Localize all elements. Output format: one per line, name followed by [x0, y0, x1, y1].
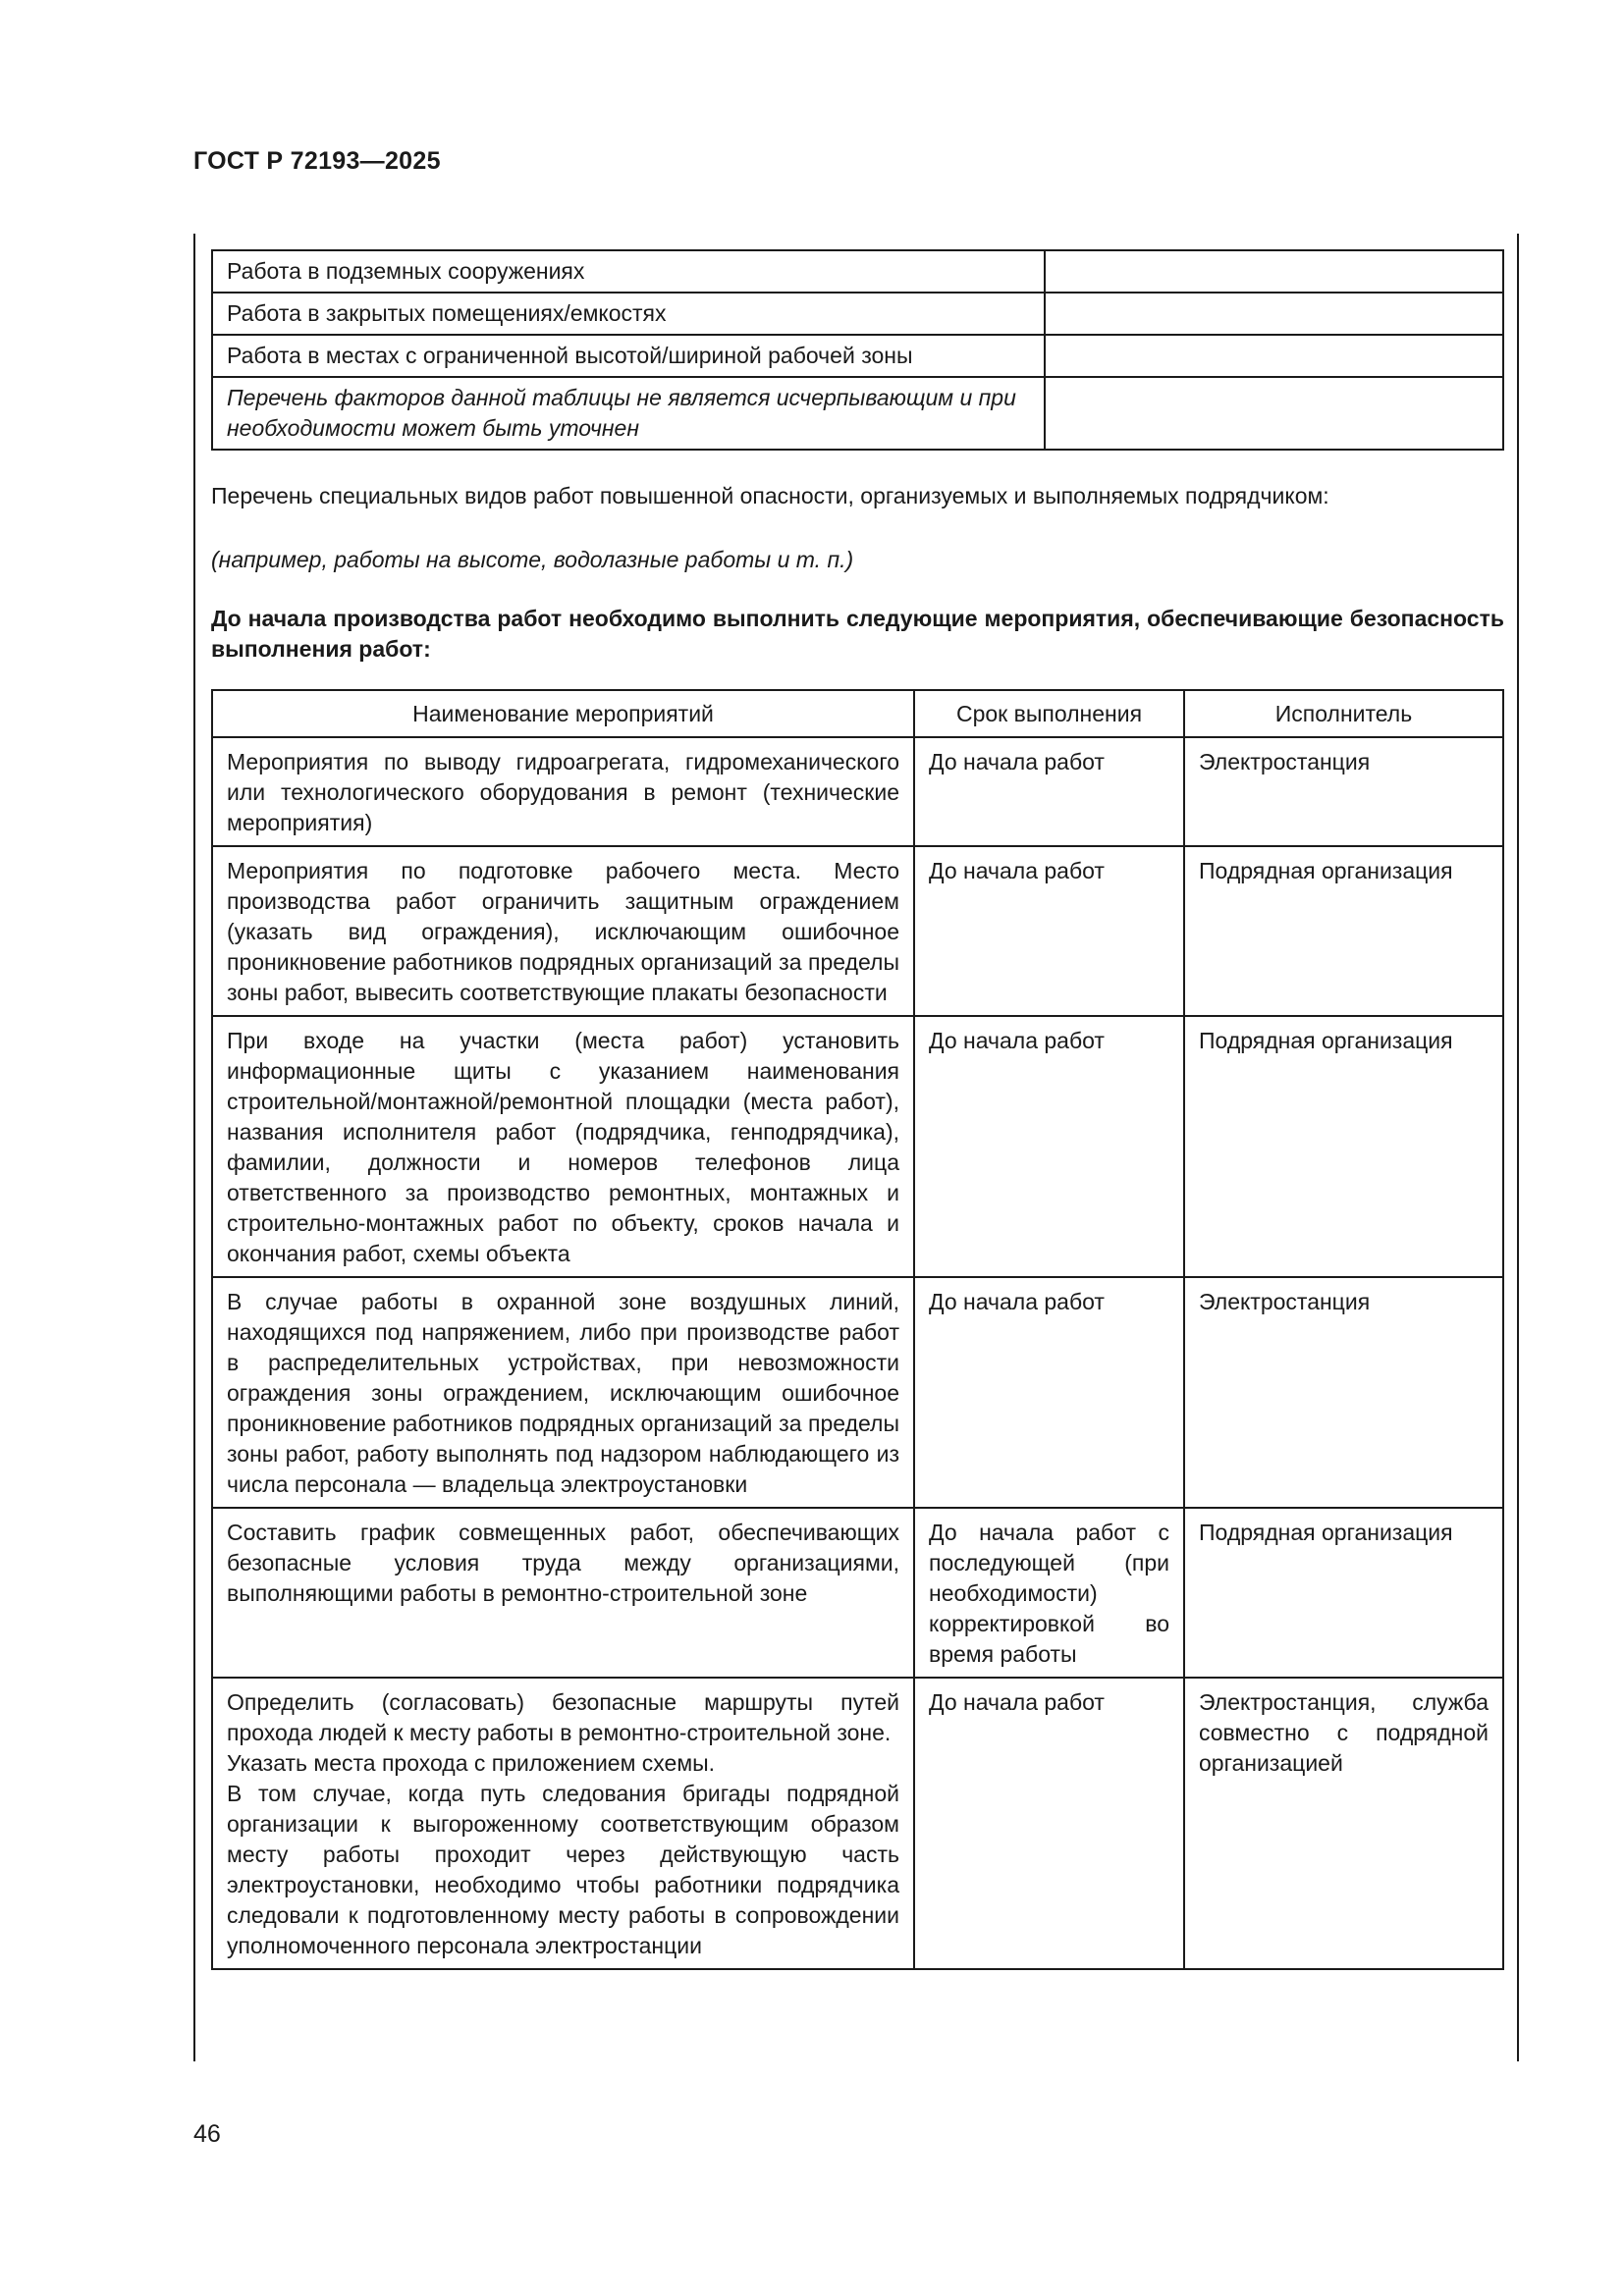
- factor-value-cell: [1045, 335, 1503, 377]
- measure-executor-cell: Подрядная организация: [1184, 1508, 1503, 1678]
- measure-name-cell: Мероприятия по подготовке рабочего места. Место производства работ ограничить защитным ограждением (указать вид ограждения), исключающим ошибочное проникновение работников подрядных организаций за пределы зоны работ, вывесить соответствующие плакаты безопасности: [212, 846, 914, 1016]
- table-row: [212, 250, 1503, 293]
- measure-name-cell: Мероприятия по выводу гидроагрегата, гидромеханического или технологического оборудования в ремонт (технические мероприятия): [212, 737, 914, 846]
- measure-name-cell: Составить график совмещенных работ, обеспечивающих безопасные условия труда между организациями, выполняющими работы в ремонтно-строительной зоне: [212, 1508, 914, 1678]
- page-frame-left-rule: [193, 234, 195, 2061]
- table-row: [212, 293, 1503, 335]
- table-row: [212, 737, 1503, 846]
- table-row: [212, 335, 1503, 377]
- column-header-term: Срок выполнения: [914, 690, 1184, 737]
- factors-note-cell: Перечень факторов данной таблицы не является исчерпывающим и при необходимости может быть уточнен: [212, 377, 1045, 450]
- measure-name-cell: При входе на участки (места работ) установить информационные щиты с указанием наименования строительной/монтажной/ремонтной площадки (места работ), названия исполнителя работ (подрядчика, генподрядчика), фамилии, должности и номеров телефонов лица ответственного за производство ремонтных, монтажных и строительно-монтажных работ по объекту, сроков начала и окончания работ, схемы объекта: [212, 1016, 914, 1277]
- table-row: [212, 846, 1503, 1016]
- measure-executor-cell: Электростанция, служба совместно с подрядной организацией: [1184, 1678, 1503, 1969]
- measure-term-cell: До начала работ с последующей (при необходимости) корректировкой во время работы: [914, 1508, 1184, 1678]
- measure-term-cell: До начала работ: [914, 737, 1184, 846]
- measure-executor-cell: Электростанция: [1184, 1277, 1503, 1508]
- factor-value-cell: [1045, 377, 1503, 450]
- column-header-executor: Исполнитель: [1184, 690, 1503, 737]
- factor-cell: Работа в закрытых помещениях/емкостях: [212, 293, 1045, 335]
- measure-executor-cell: Электростанция: [1184, 737, 1503, 846]
- page-number: 46: [193, 2120, 221, 2148]
- measure-name-cell: [212, 1678, 914, 1969]
- table-header-row: [212, 690, 1503, 737]
- table-row: [212, 1678, 1503, 1969]
- measure-term-cell: До начала работ: [914, 1016, 1184, 1277]
- measure-term-cell: До начала работ: [914, 1277, 1184, 1508]
- table-row: [212, 1508, 1503, 1678]
- document-code-header: ГОСТ Р 72193—2025: [193, 147, 441, 175]
- factor-cell: Работа в местах с ограниченной высотой/шириной рабочей зоны: [212, 335, 1045, 377]
- hazard-factors-table: [211, 249, 1504, 451]
- column-header-name: Наименование мероприятий: [212, 690, 914, 737]
- before-work-heading: До начала производства работ необходимо выполнить следующие мероприятия, обеспечивающие безопасность выполнения работ:: [211, 606, 1504, 662]
- factor-cell: Работа в подземных сооружениях: [212, 250, 1045, 293]
- factor-value-cell: [1045, 250, 1503, 293]
- measure-executor-cell: Подрядная организация: [1184, 1016, 1503, 1277]
- measure-name-line: Указать места прохода с приложением схемы.: [227, 1750, 716, 1776]
- special-works-example: (например, работы на высоте, водолазные работы и т. п.): [211, 547, 854, 572]
- measure-executor-cell: Подрядная организация: [1184, 846, 1503, 1016]
- safety-measures-table: [211, 689, 1504, 1970]
- measure-name-cell: В случае работы в охранной зоне воздушных линий, находящихся под напряжением, либо при производстве работ в распределительных устройствах, при невозможности ограждения зоны ограждением, исключающим ошибочное проникновение работников подрядных организаций за пределы зоны работ, работу выполнять под надзором наблюдающего из числа персонала — владельца электроустановки: [212, 1277, 914, 1508]
- table-row: [212, 1016, 1503, 1277]
- factor-value-cell: [1045, 293, 1503, 335]
- measure-name-line: В том случае, когда путь следования бригады подрядной организации к выгороженному соответствующим образом месту работы проходит через действующую часть электроустановки, необходимо чтобы работники подрядчика следовали к подготовленному месту работы в сопровождении уполномоченного персонала электростанции: [227, 1781, 899, 1958]
- page-frame-right-rule: [1517, 234, 1519, 2061]
- measure-name-line: Определить (согласовать) безопасные маршруты путей прохода людей к месту работы в ремонтно-строительной зоне.: [227, 1689, 899, 1745]
- special-works-paragraph: Перечень специальных видов работ повышенной опасности, организуемых и выполняемых подрядчиком:: [211, 483, 1329, 508]
- table-row: [212, 1277, 1503, 1508]
- table-row: [212, 377, 1503, 450]
- measure-term-cell: До начала работ: [914, 1678, 1184, 1969]
- measure-term-cell: До начала работ: [914, 846, 1184, 1016]
